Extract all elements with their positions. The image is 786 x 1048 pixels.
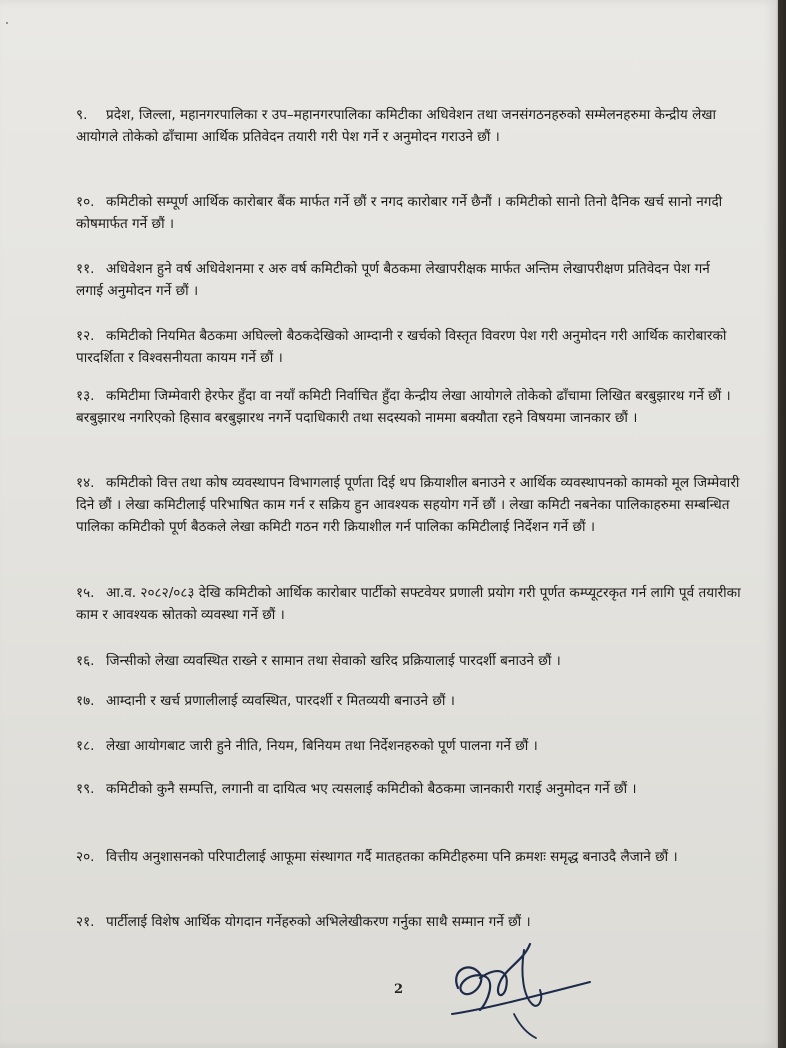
item-text: पार्टीलाई विशेष आर्थिक योगदान गर्नेहरुको अभिलेखीकरण गर्नुका साथै सम्मान गर्ने छौं । [106, 914, 531, 930]
item-number: १६. [76, 653, 95, 669]
item-number: १७. [76, 693, 95, 709]
list-item [76, 582, 741, 626]
item-number: ९. [76, 107, 88, 123]
list-item [76, 911, 741, 933]
item-text: जिन्सीको लेखा व्यवस्थित राख्ने र सामान तथा सेवाको खरिद प्रक्रियालाई पारदर्शी बनाउने छौं । [106, 653, 561, 669]
item-text: अधिवेशन हुने वर्ष अधिवेशनमा र अरु वर्ष कमिटीको पूर्ण बैठकमा लेखापरीक्षक मार्फत अन्तिम लेखापरीक्षण प्रतिवेदन पेश गर्न लगाई अनुमोदन गर्ने छौं । [76, 261, 710, 299]
page-edge-shadow [776, 0, 786, 1048]
item-number: १८. [76, 738, 95, 754]
item-number: १९. [76, 781, 95, 797]
page-number: 2 [394, 982, 404, 997]
item-number: १५. [76, 585, 95, 601]
item-number: १३. [76, 388, 95, 404]
item-text: कमिटीको कुनै सम्पत्ति, लगानी वा दायित्व भए त्यसलाई कमिटीको बैठकमा जानकारी गराई अनुमोदन गर्ने छौं । [106, 781, 637, 797]
list-item [76, 778, 741, 800]
item-text: कमिटीको नियमित बैठकमा अघिल्लो बैठकदेखिको आम्दानी र खर्चको विस्तृत विवरण पेश गरी अनुमोदन गरी आर्थिक कारोबारको पारदर्शिता र विश्वसनीयता कायम गर्ने छौं । [76, 328, 727, 366]
item-number: ११. [76, 261, 95, 277]
item-text: कमिटीमा जिम्मेवारी हेरफेर हुँदा वा नयाँ कमिटी निर्वाचित हुँदा केन्द्रीय लेखा आयोगले तोकेको ढाँचामा लिखित बरबुझारथ गर्ने छौं । बरबुझारथ नगरिएको हिसाव बरबुझारथ नगर्ने पदाधिकारी तथा सदस्यको नाममा बक्यौता रहने विषयमा जानकार छौं । [76, 388, 731, 426]
item-number: १०. [76, 194, 95, 210]
item-text: लेखा आयोगबाट जारी हुने नीति, नियम, बिनियम तथा निर्देशनहरुको पूर्ण पालना गर्ने छौं । [106, 738, 538, 754]
item-text: आम्दानी र खर्च प्रणालीलाई व्यवस्थित, पारदर्शी र मितव्ययी बनाउने छौं । [106, 693, 455, 709]
list-item [76, 735, 741, 757]
list-item [76, 472, 741, 538]
item-text: कमिटीको सम्पूर्ण आर्थिक कारोबार बैंक मार्फत गर्ने छौं र नगद कारोबार गर्ने छैनौं । कमिटीको सानो तिनो दैनिक खर्च सानो नगदी कोषमार्फत गर्ने छौं । [76, 194, 723, 232]
item-number: २१. [76, 914, 95, 930]
list-item [76, 191, 741, 235]
item-text: कमिटीको वित्त तथा कोष व्यवस्थापन विभागलाई पूर्णता दिई थप क्रियाशील बनाउने र आर्थिक व्यवस्थापनको कामको मूल जिम्मेवारी दिने छौं । लेखा कमिटीलाई परिभाषित काम गर्न र सक्रिय हुन आवश्यक सहयोग गर्ने छौं । लेखा कमिटी नबनेका पालिकाहरुमा सम्बन्धित पालिका कमिटीको पूर्ण बैठकले लेखा कमिटी गठन गरी क्रियाशील गर्न पालिका कमिटीलाई निर्देशन गर्ने छौं । [76, 475, 740, 535]
signature-icon [440, 930, 600, 1040]
list-item [76, 385, 741, 429]
item-text: आ.व. २०८२/०८३ देखि कमिटीको आर्थिक कारोबार पार्टीको सफ्टवेयर प्रणाली प्रयोग गरी पूर्णत कम्प्यूटरकृत गर्न लागि पूर्व तयारीका काम र आवश्यक स्रोतको व्यवस्था गर्ने छौं । [76, 585, 741, 623]
list-item [76, 325, 741, 369]
list-item [76, 690, 741, 712]
item-text: प्रदेश, जिल्ला, महानगरपालिका र उप–महानगरपालिका कमिटीका अधिवेशन तथा जनसंगठनहरुको सम्मेलनहरुमा केन्द्रीय लेखा आयोगले तोकेको ढाँचामा आर्थिक प्रतिवेदन तयारी गरी पेश गर्ने र अनुमोदन गराउने छौं । [76, 107, 716, 145]
paper-speck [6, 22, 8, 24]
item-text: वित्तीय अनुशासनको परिपाटीलाई आफूमा संस्थागत गर्दै मातहतका कमिटीहरुमा पनि क्रमशः समृद्ध बनाउदै लैजाने छौं । [106, 849, 678, 865]
list-item [76, 650, 741, 672]
list-item [76, 258, 741, 302]
item-number: १२. [76, 328, 95, 344]
item-number: २०. [76, 849, 95, 865]
list-item [76, 104, 741, 148]
list-item [76, 846, 741, 868]
item-number: १४. [76, 475, 95, 491]
